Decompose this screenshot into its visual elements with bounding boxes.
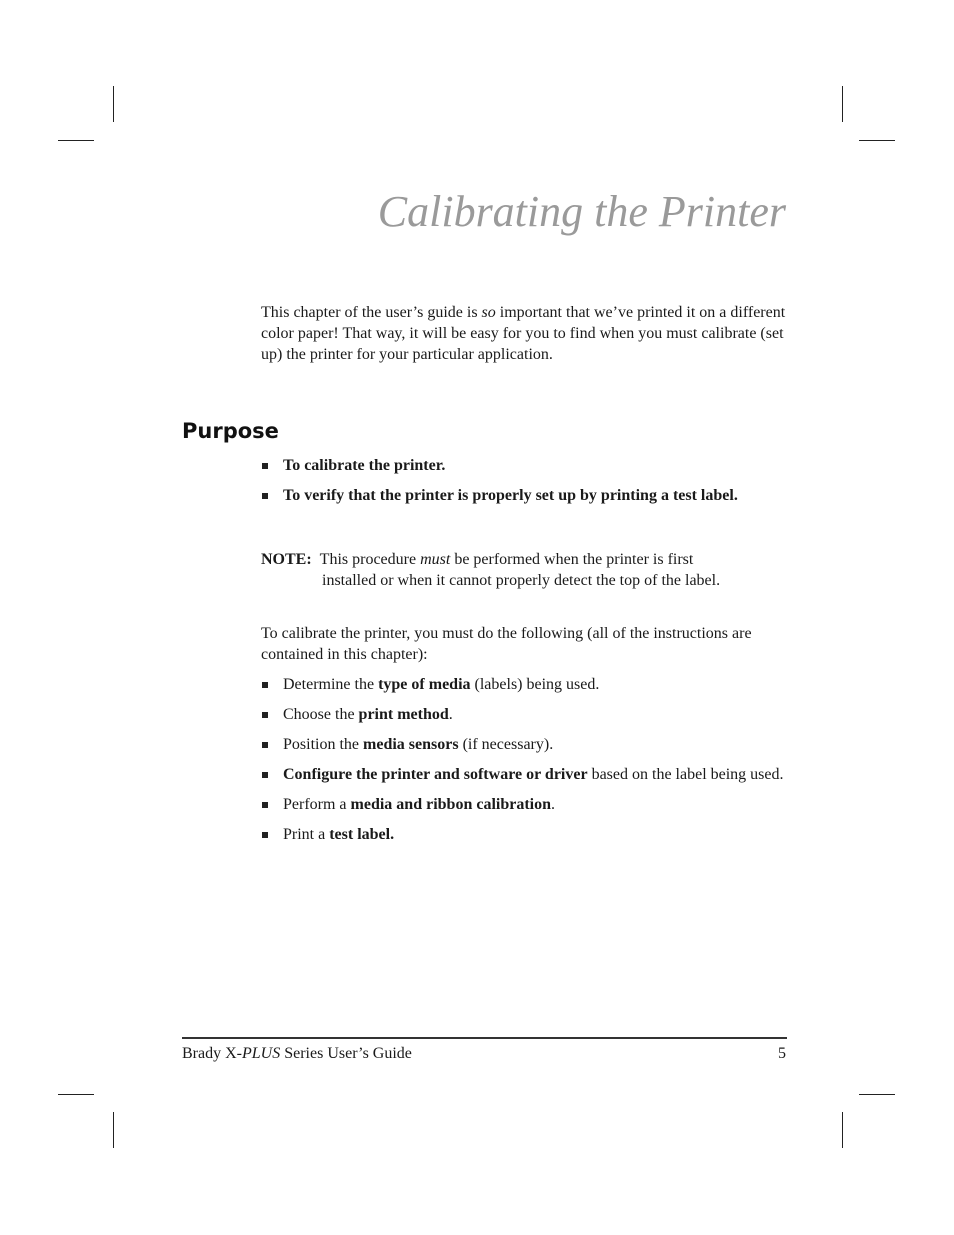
crop-mark-bottom-left-horizontal (58, 1094, 94, 1095)
step-pre: Print a (283, 826, 330, 843)
purpose-list (261, 456, 786, 516)
note-block (261, 549, 786, 591)
intro-text-after: important that we’ve printed it on a different color paper! That way, it will be easy for you to find when you must calibrate (set up) the printer for your particular application. (261, 304, 786, 363)
crop-mark-top-right-vertical (842, 86, 843, 122)
list-item (261, 675, 786, 695)
footer-rule (182, 1037, 787, 1039)
note-text-before: This procedure (319, 551, 421, 568)
crop-mark-bottom-right-vertical (842, 1112, 843, 1148)
step-post: . (448, 706, 453, 723)
step-post: based on the label being used. (587, 766, 784, 783)
intro-text-before: This chapter of the user’s guide is (261, 304, 482, 321)
step-bold: test label. (329, 826, 395, 843)
list-item (261, 765, 786, 785)
list-item (261, 705, 786, 725)
intro-emphasis: so (481, 304, 496, 321)
footer-italic: PLUS (241, 1045, 281, 1062)
list-item (261, 486, 786, 506)
bullet-square-icon (262, 772, 268, 778)
crop-mark-top-left-horizontal (58, 140, 94, 141)
page-number: 5 (778, 1045, 786, 1062)
step-post: (labels) being used. (470, 676, 600, 693)
steps-list (261, 675, 786, 855)
step-pre: Choose the (283, 706, 359, 723)
step-pre: Perform a (283, 796, 351, 813)
list-item (261, 456, 786, 476)
step-bold: media sensors (363, 736, 459, 753)
step-pre: Determine the (283, 676, 379, 693)
bullet-square-icon (262, 682, 268, 688)
step-bold: media and ribbon calibration (350, 796, 552, 813)
chapter-title: Calibrating the Printer (377, 187, 786, 236)
step-bold: type of media (378, 676, 471, 693)
footer-prefix: Brady X- (182, 1045, 242, 1062)
note-line-2: installed or when it cannot properly detect the top of the label. (322, 572, 721, 589)
footer-suffix: Series User’s Guide (280, 1045, 412, 1062)
steps-lead-paragraph: To calibrate the printer, you must do the following (all of the instructions are contained in this chapter): (261, 625, 752, 663)
bullet-square-icon (262, 493, 268, 499)
bullet-square-icon (262, 742, 268, 748)
crop-mark-top-right-horizontal (859, 140, 895, 141)
bullet-square-icon (262, 802, 268, 808)
crop-mark-bottom-left-vertical (113, 1112, 114, 1148)
step-bold: print method (358, 706, 449, 723)
step-post: . (551, 796, 556, 813)
crop-mark-top-left-vertical (113, 86, 114, 122)
note-emphasis: must (420, 551, 451, 568)
bullet-square-icon (262, 832, 268, 838)
list-item (261, 735, 786, 755)
bullet-square-icon (262, 463, 268, 469)
purpose-item-text: To verify that the printer is properly set up by printing a test label. (283, 487, 738, 504)
purpose-heading: Purpose (182, 419, 279, 443)
bullet-square-icon (262, 712, 268, 718)
step-bold: Configure the printer and software or driver (283, 766, 588, 783)
intro-paragraph (261, 302, 786, 365)
note-text-after: be performed when the printer is first (450, 551, 694, 568)
note-label: NOTE: (261, 551, 312, 568)
list-item (261, 825, 786, 845)
footer-guide-title (182, 1045, 412, 1063)
step-pre: Position the (283, 736, 364, 753)
purpose-item-text: To calibrate the printer. (283, 457, 446, 474)
list-item (261, 795, 786, 815)
step-post: (if necessary). (458, 736, 554, 753)
crop-mark-bottom-right-horizontal (859, 1094, 895, 1095)
